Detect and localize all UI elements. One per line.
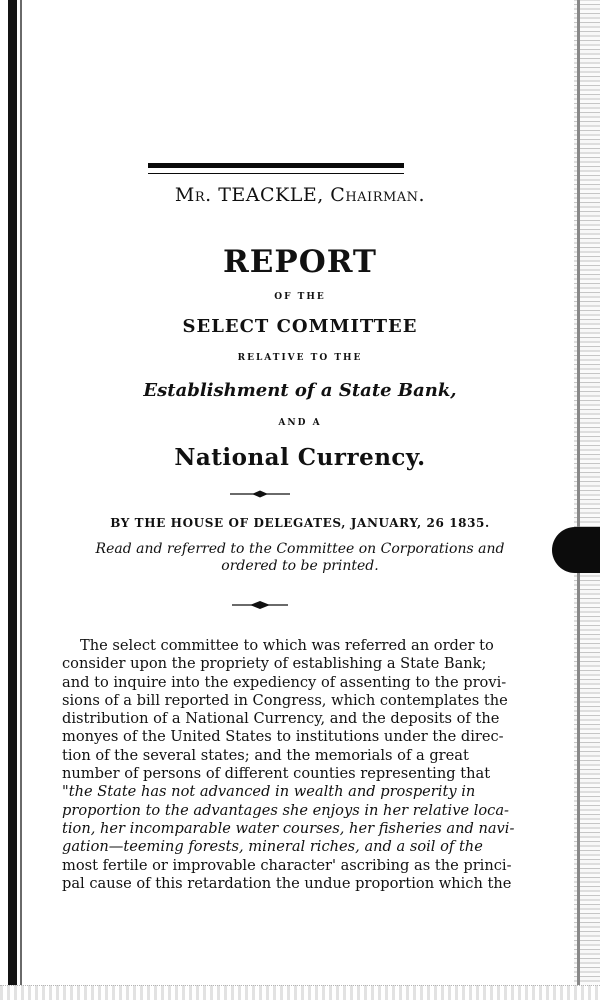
of-the-line: OF THE bbox=[274, 292, 326, 302]
body-line: and to inquire into the expediency of assenting to the provi- bbox=[62, 673, 507, 691]
body-line: sions of a bill reported in Congress, which contemplates the bbox=[62, 691, 508, 709]
ornament-divider-icon bbox=[230, 489, 290, 499]
body-line: pal cause of this retardation the undue proportion which the bbox=[62, 874, 512, 892]
referral-note bbox=[0, 541, 600, 575]
binding-shadow-left bbox=[8, 0, 17, 985]
chairman-line bbox=[0, 184, 600, 206]
committee-title: SELECT COMMITTEE bbox=[182, 316, 418, 337]
page-edge-bottom bbox=[0, 985, 600, 1000]
body-line: number of persons of different counties representing that bbox=[62, 765, 491, 783]
binding-line-left bbox=[20, 0, 22, 985]
body-line: distribution of a National Currency, and the deposits of the bbox=[62, 710, 500, 728]
body-line: The select committee to which was referred an order to bbox=[80, 637, 494, 654]
chairman-role: Chairman. bbox=[330, 184, 426, 206]
body-paragraph bbox=[62, 637, 515, 893]
body-line: tion, her incomparable water courses, her fisheries and navi- bbox=[62, 819, 515, 837]
referral-line-1: Read and referred to the Committee on Corporations and bbox=[95, 541, 505, 557]
chairman-name: TEACKLE, bbox=[218, 184, 324, 206]
body-line: consider upon the propriety of establishing a State Bank; bbox=[62, 655, 487, 673]
body-line: monyes of the United States to institutions under the direc- bbox=[62, 728, 504, 746]
currency-title: National Currency. bbox=[174, 444, 426, 471]
house-date-line: BY THE HOUSE OF DELEGATES, JANUARY, 26 1835. bbox=[110, 516, 490, 530]
and-a-line: AND A bbox=[278, 418, 322, 428]
report-title: REPORT bbox=[223, 244, 377, 280]
body-line: most fertile or improvable character' ascribing as the princi- bbox=[62, 856, 512, 874]
body-line: "the State has not advanced in wealth and prosperity in bbox=[62, 783, 476, 801]
relative-to-line: RELATIVE TO THE bbox=[237, 353, 363, 363]
header-rule-thick bbox=[148, 163, 404, 168]
header-rule-thin bbox=[148, 173, 404, 174]
body-line: proportion to the advantages she enjoys in her relative loca- bbox=[62, 801, 509, 819]
page-edge-line-right bbox=[577, 0, 580, 1000]
subject-title: Establishment of a State Bank, bbox=[143, 380, 457, 401]
ornament-divider-icon bbox=[230, 600, 290, 610]
chairman-prefix: Mr. bbox=[174, 184, 212, 206]
body-line: gation—teeming forests, mineral riches, and a soil of the bbox=[62, 838, 483, 856]
body-line: tion of the several states; and the memorials of a great bbox=[62, 746, 469, 764]
referral-line-2: ordered to be printed. bbox=[221, 558, 379, 574]
